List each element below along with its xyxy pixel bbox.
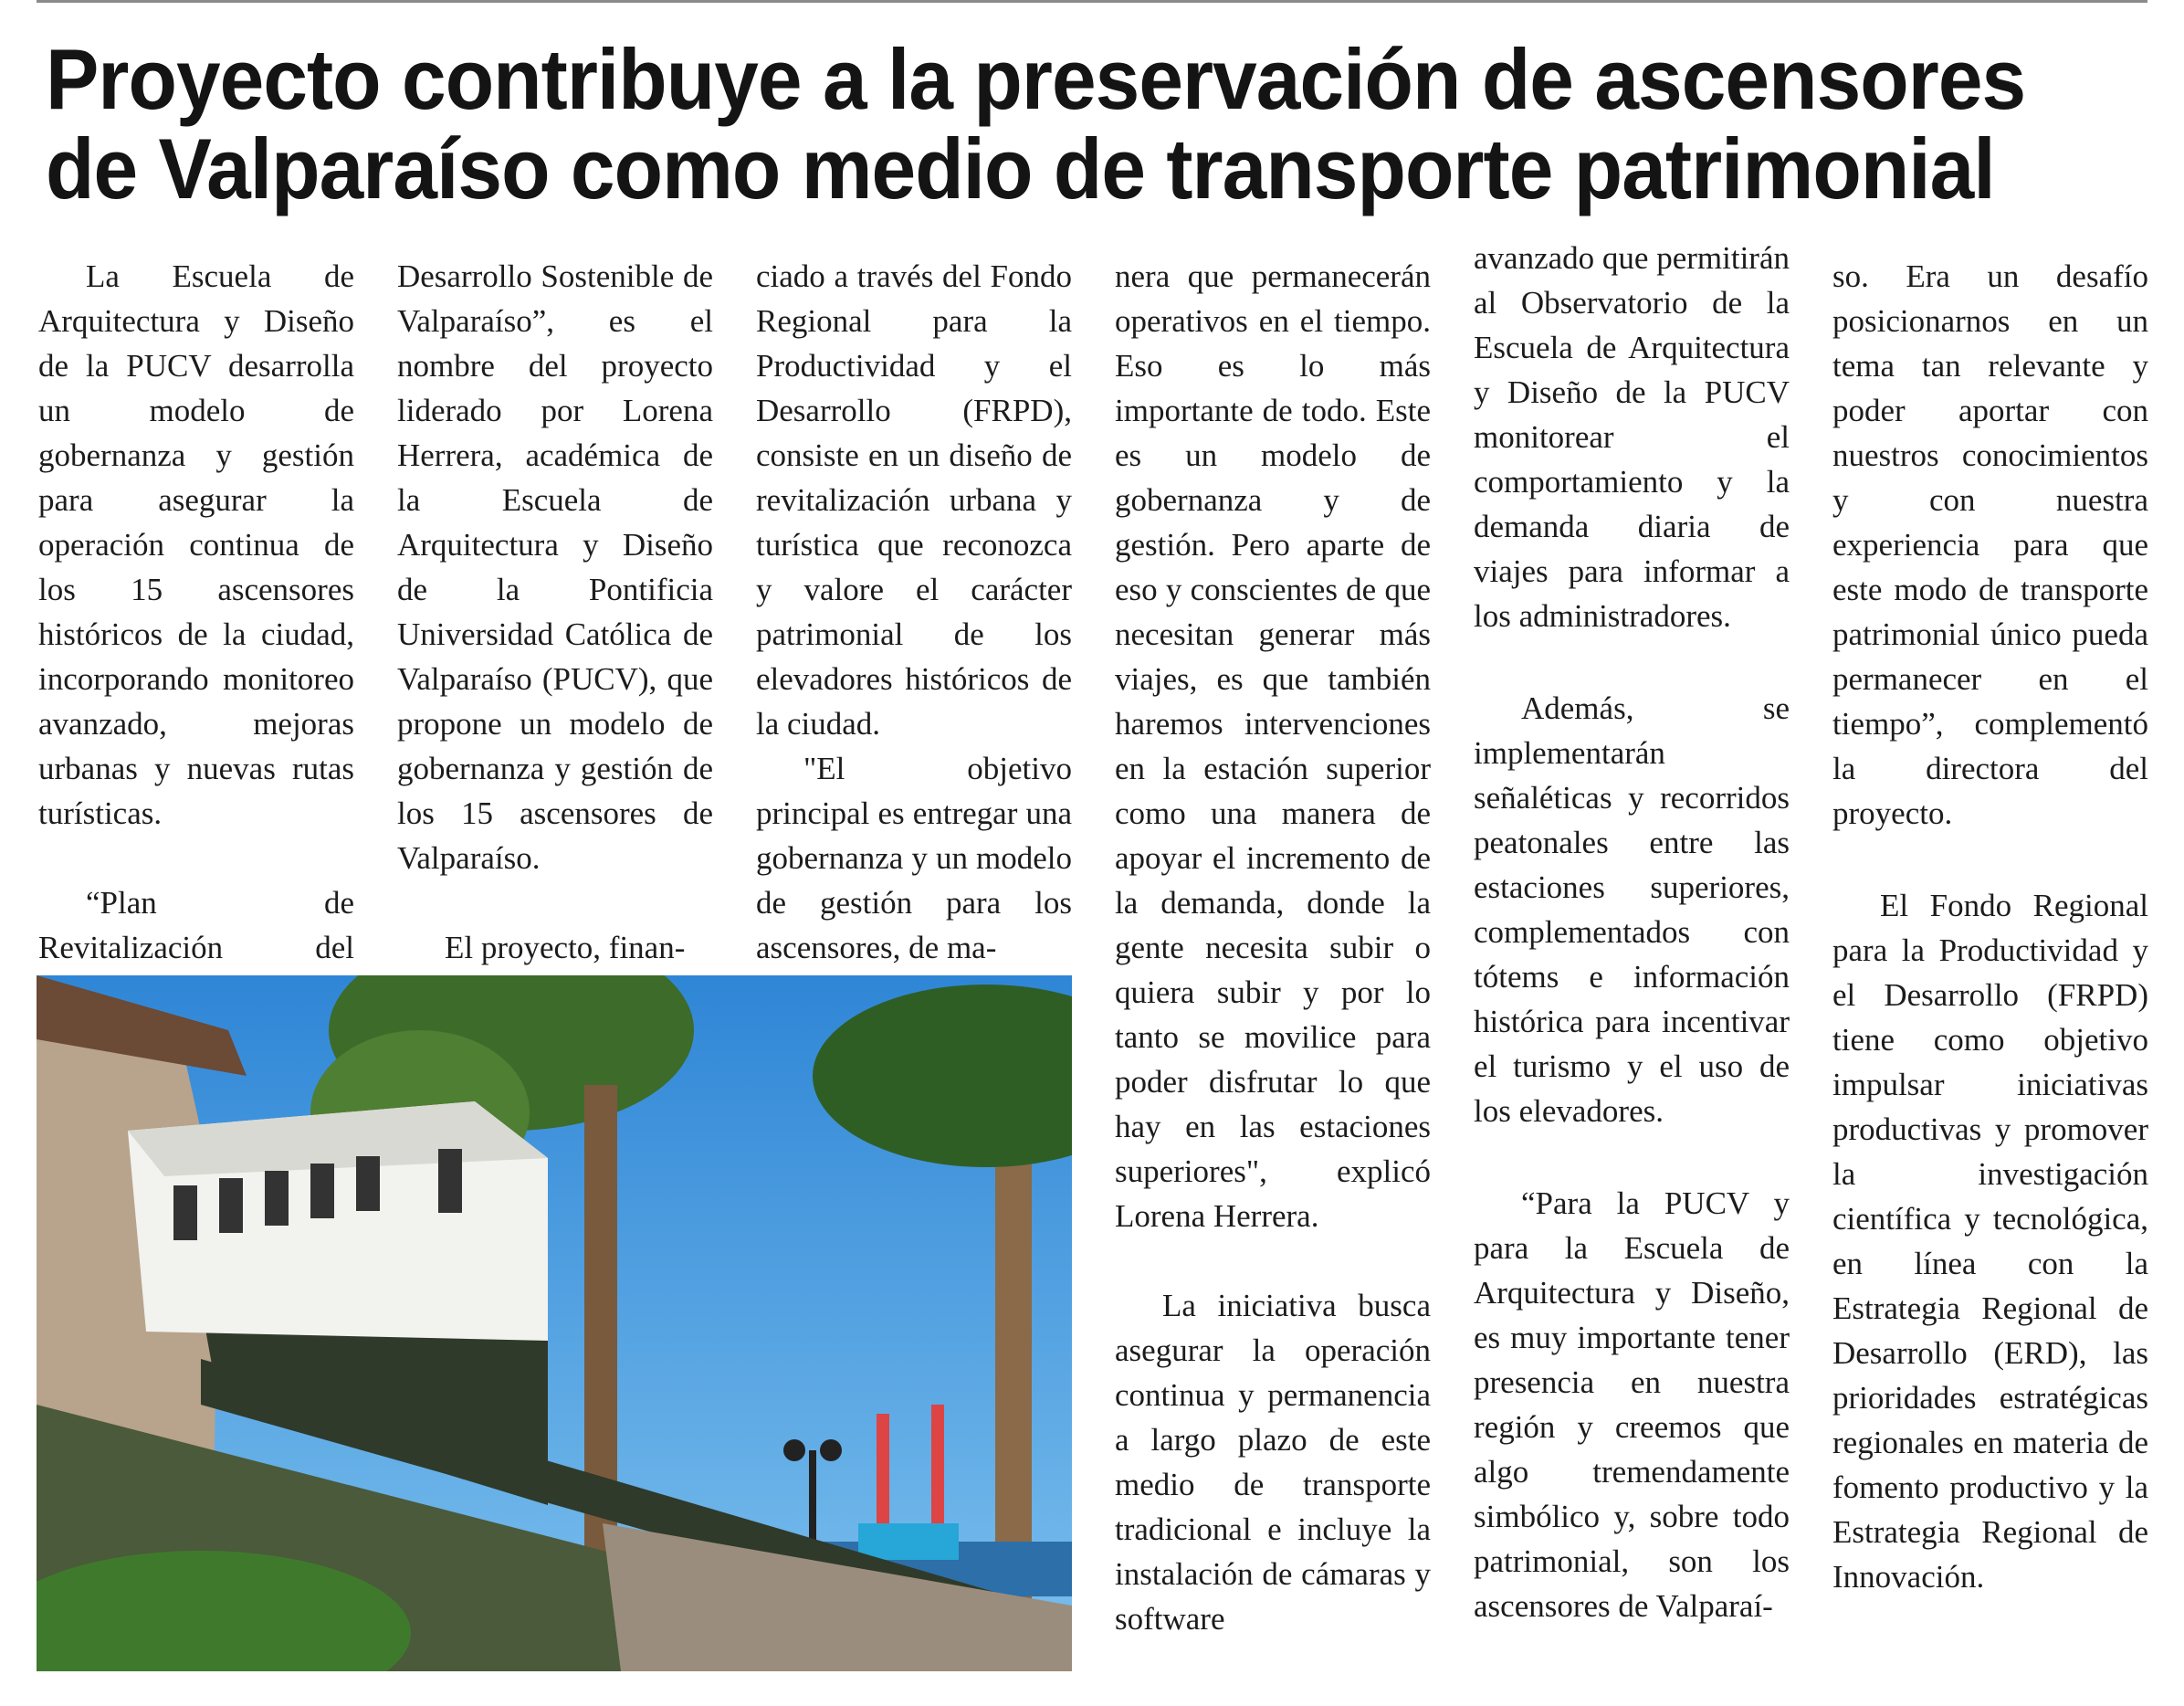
paragraph: nera que permanecerán operativos en el tiempo. Eso es lo más importante de todo. Este es un modelo de gobernanza y de gestión. Pero aparte de eso y conscientes de que necesitan generar más viajes, es que también haremos intervenciones en la estación superior como una manera de apoyar el incremento de la demanda, donde la gente necesita subir o quiera subir y por lo tanto se movilice para poder disfrutar lo que hay en las estaciones superiores", explicó Lorena Herrera. (1115, 258, 1431, 1234)
car-window (356, 1156, 380, 1211)
paragraph: La Escuela de Arquitectura y Diseño de la PUCV desarrolla un modelo de gobernanza y gestión para asegurar la operación continua de los 15 ascensores históricos de la ciudad, incorporando monitoreo avanzado, mejoras urbanas y nuevas rutas turísticas. (38, 258, 354, 831)
car-window (219, 1178, 243, 1233)
car-window (310, 1164, 334, 1218)
paragraph: “Plan de Revitalización del (38, 885, 354, 965)
top-rule (37, 0, 2147, 3)
paragraph: ciado a través del Fondo Regional para la Productividad y el Desarrollo (FRPD), consiste en un diseño de revitalización urbana y turística que reconozca y valore el carácter patrimonial de los elevadores históricos de la ciudad. (756, 258, 1072, 742)
headline-line-1: Proyecto contribuye a la preservación de ascensores (46, 31, 2026, 127)
paragraph: El Fondo Regional para la Productividad y el Desarrollo (FRPD) tiene como objetivo impulsar iniciativas productivas y promover la investigación científica y tecnológica, en línea con la Estrategia Regional de Desarrollo (ERD), las prioridades estratégicas regionales en materia de fomento productivo y la Estrategia Regional de Innovación. (1832, 888, 2148, 1595)
car-window (265, 1171, 289, 1226)
paragraph: so. Era un desafío posicionarnos en un tema tan relevante y poder aportar con nuestros conocimientos y con nuestra experiencia para que este modo de transporte patrimonial único pueda permanecer en el tiempo”, complementó la directora del proyecto. (1832, 258, 2148, 831)
article-column-1 (38, 254, 354, 1059)
paragraph: El proyecto, finan- (445, 930, 686, 965)
lamp (820, 1439, 842, 1461)
car-window (173, 1185, 197, 1240)
funicular-illustration (37, 975, 1072, 1671)
article-column-3 (756, 254, 1072, 970)
paragraph: "El objetivo principal es entregar una gobernanza y un modelo de gestión para los ascensores, de ma- (756, 751, 1072, 965)
headline-line-2: de Valparaíso como medio de transporte patrimonial (46, 121, 1995, 216)
paragraph: Además, se implementarán señaléticas y recorridos peatonales entre las estaciones superiores, complementados con tótems e información histórica para incentivar el turismo y el uso de los elevadores. (1474, 690, 1790, 1129)
lamp (783, 1439, 805, 1461)
car-window (438, 1149, 462, 1213)
paragraph: Desarrollo Sostenible de Valparaíso”, es el nombre del proyecto liderado por Lorena Herrera, académica de la Escuela de Arquitectura y Diseño de la Pontificia Universidad Católica de Valparaíso (PUCV), que propone un modelo de gobernanza y gestión de los 15 ascensores de Valparaíso. (397, 258, 713, 876)
article-column-6 (1832, 254, 2148, 1599)
paragraph: La iniciativa busca asegurar la operación continua y permanencia a largo plazo de este medio de transporte tradicional e incluye la instalación de cámaras y software (1115, 1288, 1431, 1637)
port-crane-base (858, 1523, 959, 1560)
article-column-4 (1115, 254, 1431, 1641)
headline (46, 31, 2026, 216)
article-column-5 (1474, 236, 1790, 1628)
article-column-2 (397, 254, 713, 970)
article-photo-funicular (37, 975, 1072, 1671)
paragraph: “Para la PUCV y para la Escuela de Arquitectura y Diseño, es muy importante tener presencia en nuestra región y creemos que algo tremendamente simbólico y, sobre todo patrimonial, son los ascensores de Valparaí- (1474, 1185, 1790, 1624)
paragraph: avanzado que permitirán al Observatorio de la Escuela de Arquitectura y Diseño de la PUCV monitorear el comportamiento y la demanda diaria de viajes para informar a los administradores. (1474, 240, 1790, 634)
